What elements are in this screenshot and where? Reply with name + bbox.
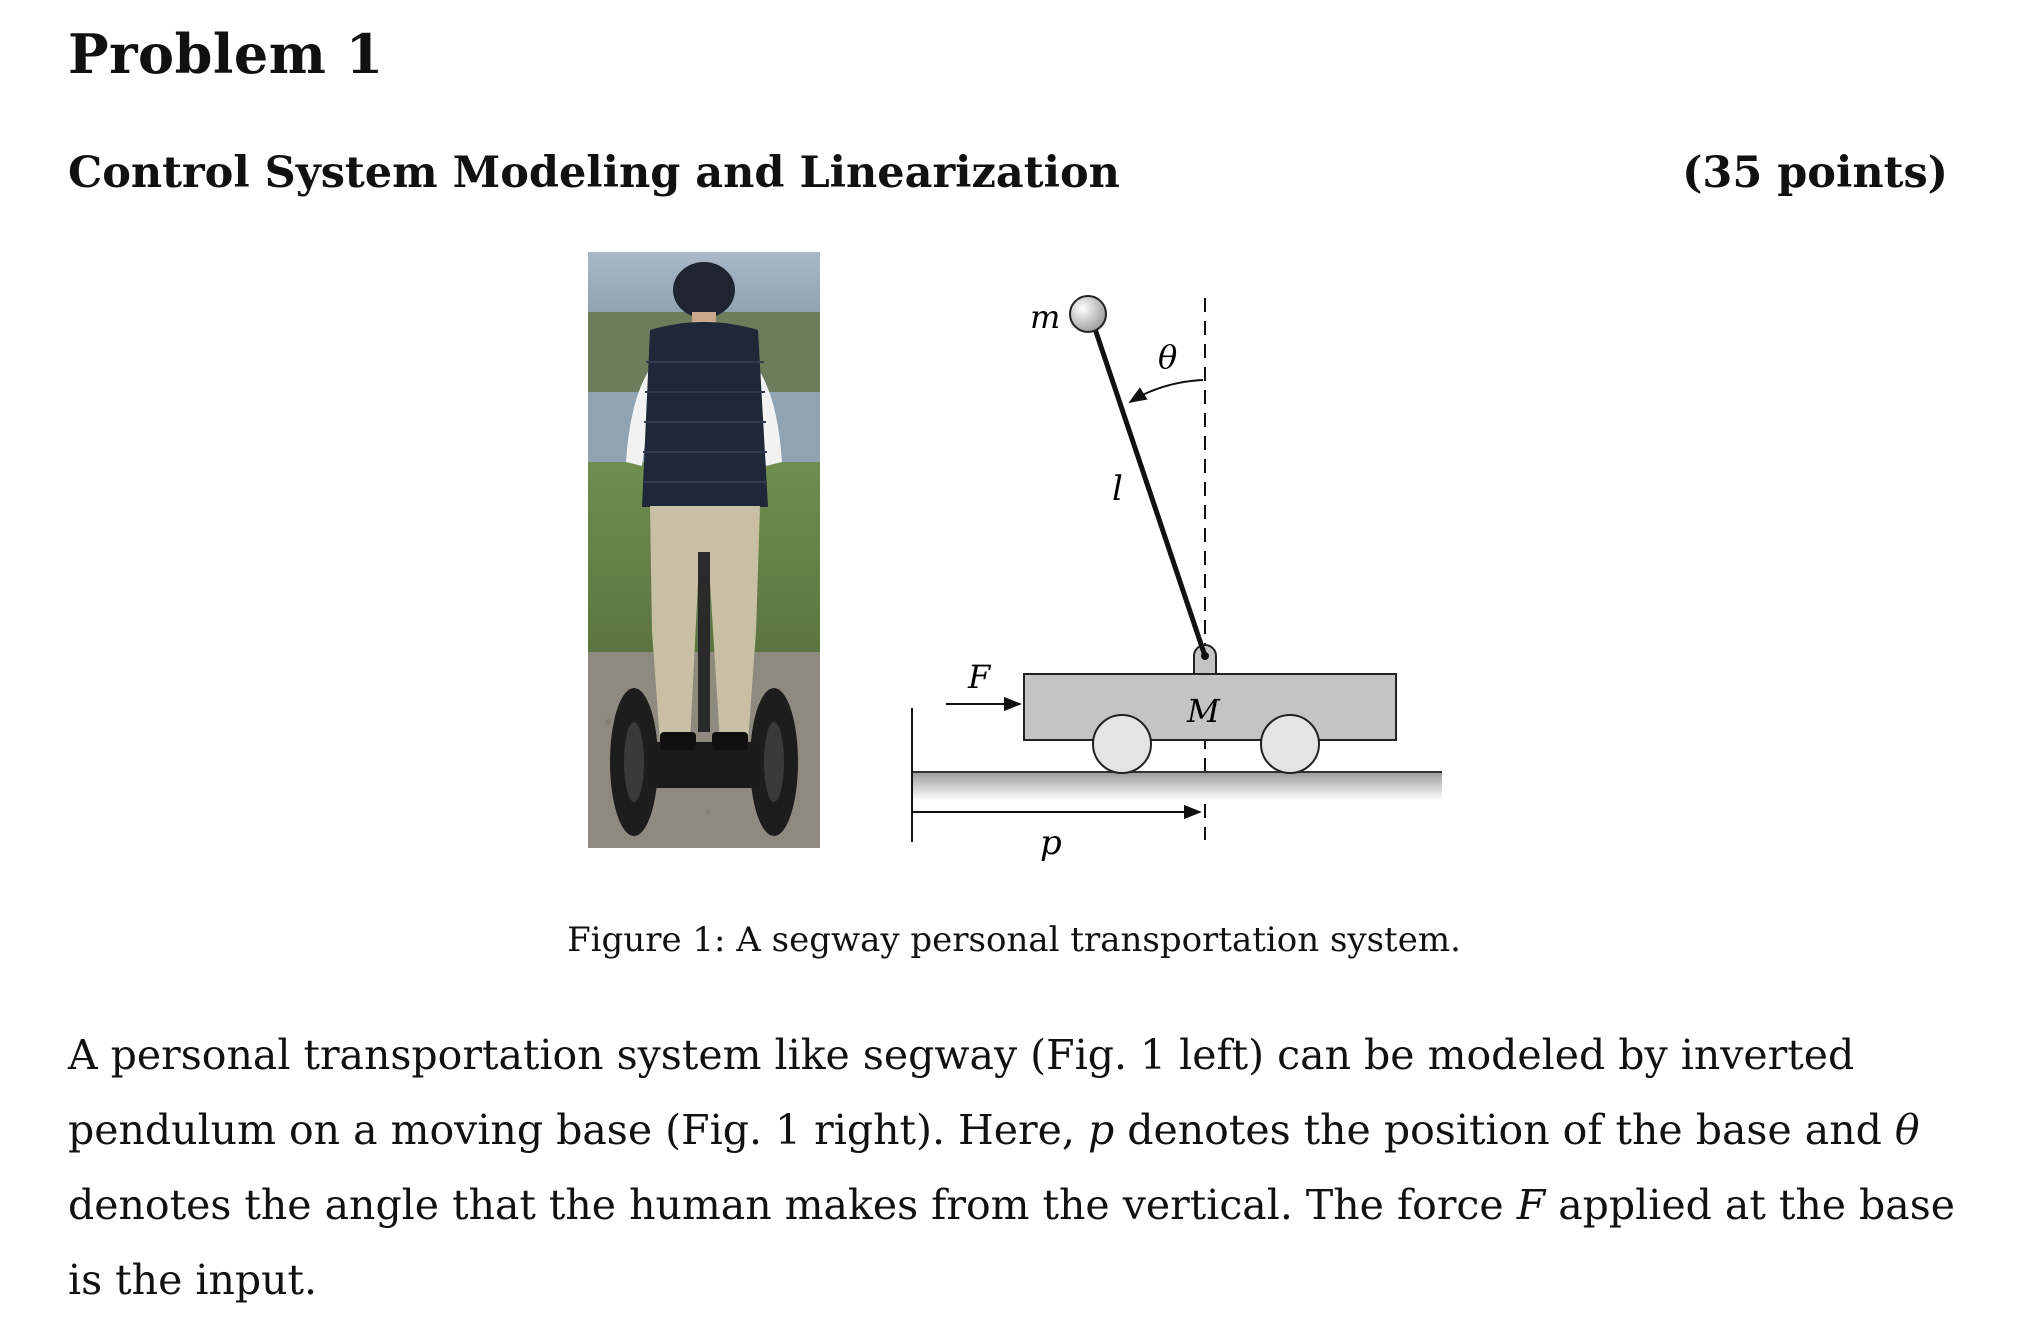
pendulum-mass: [1070, 296, 1106, 332]
label-theta: θ: [1158, 338, 1178, 376]
problem-subtitle: Control System Modeling and Linearization: [68, 148, 1120, 198]
description-part-2: denotes the position of the base and: [1114, 1106, 1895, 1154]
symbol-F: F: [1516, 1181, 1546, 1229]
theta-arc: [1130, 380, 1203, 402]
problem-title: Problem 1: [68, 22, 384, 86]
pendulum-rod: [1090, 314, 1205, 656]
segway-photo: [588, 252, 820, 848]
label-F: F: [968, 658, 991, 696]
label-p: p: [1040, 823, 1062, 863]
description-part-3: denotes the angle that the human makes from the vertical. The force: [68, 1181, 1517, 1229]
cart-wheel-left: [1093, 715, 1151, 773]
label-l: l: [1112, 469, 1123, 509]
symbol-p: p: [1087, 1106, 1115, 1154]
description-part-4: applied at the base is the input.: [68, 1181, 1956, 1304]
pendulum-cart-diagram: [900, 270, 1460, 870]
symbol-theta: θ: [1894, 1106, 1920, 1154]
problem-description: [68, 1018, 1968, 1318]
figure-caption: Figure 1: A segway personal transportation system.: [567, 920, 1461, 960]
cart-wheel-right: [1261, 715, 1319, 773]
points-label: (35 points): [1682, 148, 1948, 198]
ground: [912, 772, 1442, 800]
description-part-1: A personal transportation system like segway (Fig. 1 left) can be modeled by inverted pendulum on a moving base (Fig. 1 right). Here,: [68, 1031, 1855, 1154]
label-M: M: [1187, 692, 1220, 730]
label-m: m: [1030, 298, 1061, 336]
